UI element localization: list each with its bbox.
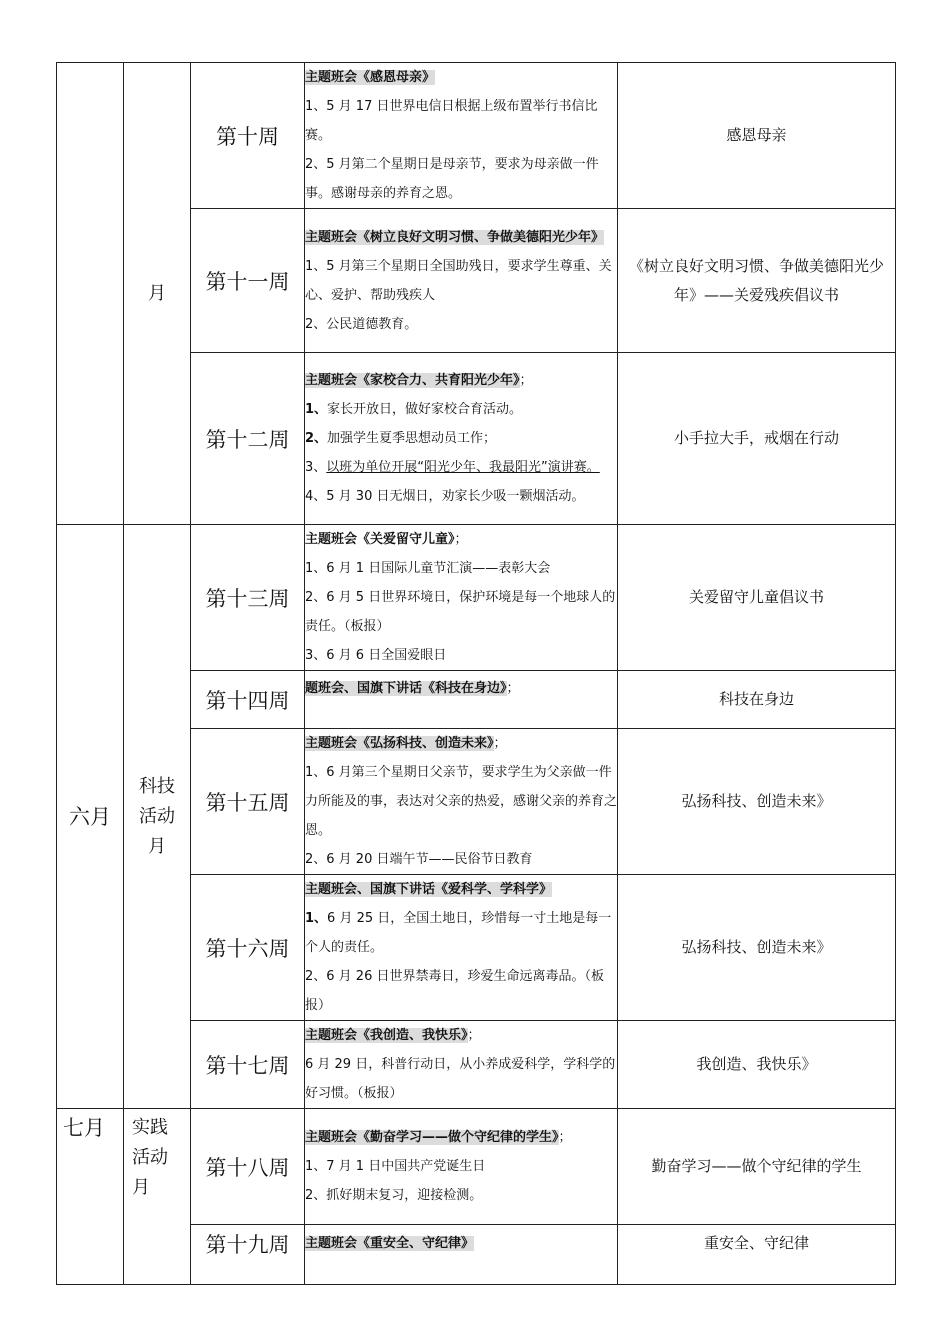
content-cell — [305, 1021, 618, 1109]
class-meeting-title: 主题班会《勤奋学习——做个守纪律的学生》 — [305, 1130, 559, 1145]
content-cell — [305, 353, 618, 525]
month-theme-label: 月 — [148, 282, 166, 304]
content-cell — [305, 729, 618, 875]
week-cell: 第十五周 — [191, 729, 305, 875]
line-number: 1、 — [305, 911, 328, 926]
content-line: 2、5 月第二个星期日是母亲节，要求为母亲做一件事。感谢母亲的养育之恩。 — [305, 157, 599, 201]
week-cell: 第十二周 — [191, 353, 305, 525]
class-meeting-title: 主题班会《我创造、我快乐》 — [305, 1028, 468, 1043]
class-meeting-title: 主题班会《关爱留守儿童》 — [305, 532, 455, 547]
content-line: 2、抓好期末复习，迎接检测。 — [305, 1188, 483, 1203]
week-cell: 第十九周 — [191, 1225, 305, 1285]
class-meeting-title: 主题班会《家校合力、共育阳光少年》 — [305, 373, 520, 388]
title-suffix: ； — [558, 1130, 572, 1145]
content-line: 以班为单位开展“阳光少年、我最阳光”演讲赛。 — [326, 460, 600, 475]
class-meeting-title: 主题班会、国旗下讲话《爱科学、学科学》 — [305, 882, 553, 897]
month-theme-july — [124, 1109, 191, 1285]
content-cell — [305, 1109, 618, 1225]
schedule-table — [56, 62, 896, 1285]
content-line: 1、5 月 17 日世界电信日根据上级布置举行书信比赛。 — [305, 99, 598, 143]
content-cell — [305, 875, 618, 1021]
week-cell: 第十周 — [191, 63, 305, 209]
content-line: 家长开放日，做好家校合育活动。 — [327, 402, 523, 417]
resource-cell: 关爱留守儿童倡议书 — [618, 525, 896, 671]
resource-cell: 科技在身边 — [618, 671, 896, 729]
resource-cell: 我创造、我快乐》 — [618, 1021, 896, 1109]
content-line: 6 月 25 日，全国土地日，珍惜每一寸土地是每一个人的责任。 — [305, 911, 612, 955]
content-line: 加强学生夏季思想动员工作； — [327, 431, 497, 446]
content-line: 4、5 月 30 日无烟日，劝家长少吸一颗烟活动。 — [305, 489, 585, 504]
resource-cell: 弘扬科技、创造未来》 — [618, 875, 896, 1021]
week-cell: 第十三周 — [191, 525, 305, 671]
week-cell: 第十八周 — [191, 1109, 305, 1225]
content-line: 1、5 月第三个星期日全国助残日，要求学生尊重、关心、爱护、帮助残疾人 — [305, 258, 612, 303]
content-line: 1、6 月 1 日国际儿童节汇演——表彰大会 — [305, 561, 551, 576]
content-line: 2、6 月 5 日世界环境日，保护环境是每一个地球人的责任。（板报） — [305, 590, 616, 634]
week-cell: 第十一周 — [191, 209, 305, 353]
title-suffix: ； — [493, 736, 507, 751]
content-cell — [305, 209, 618, 353]
month-theme-may — [124, 63, 191, 525]
line-number: 2、 — [305, 431, 328, 446]
class-meeting-title: 主题班会《树立良好文明习惯、争做美德阳光少年》 — [305, 229, 605, 245]
content-line: 2、公民道德教育。 — [305, 316, 418, 332]
line-number: 1、 — [305, 402, 328, 417]
resource-cell: 感恩母亲 — [618, 63, 896, 209]
title-suffix: ； — [506, 681, 520, 696]
table-row — [57, 1109, 896, 1225]
week-cell: 第十四周 — [191, 671, 305, 729]
class-meeting-title: 题班会、国旗下讲话《科技在身边》 — [305, 681, 507, 696]
class-meeting-title: 主题班会《感恩母亲》 — [305, 70, 436, 85]
class-meeting-title: 主题班会《弘扬科技、创造未来》 — [305, 736, 494, 751]
content-line: 2、6 月 20 日端午节——民俗节日教育 — [305, 852, 533, 867]
class-meeting-title: 主题班会《重安全、守纪律》 — [305, 1236, 475, 1251]
content-cell — [305, 671, 618, 729]
content-cell — [305, 63, 618, 209]
title-suffix: ； — [454, 532, 468, 547]
content-line: 6 月 29 日，科普行动日，从小养成爱科学，学科学的好习惯。（板报） — [305, 1057, 616, 1101]
resource-cell: 弘扬科技、创造未来》 — [618, 729, 896, 875]
resource-cell: 重安全、守纪律 — [618, 1225, 896, 1285]
month-cell-may — [57, 63, 124, 525]
resource-cell: 小手拉大手，戒烟在行动 — [618, 353, 896, 525]
content-cell — [305, 1225, 618, 1285]
content-line: 1、7 月 1 日中国共产党诞生日 — [305, 1159, 486, 1174]
resource-cell: 《树立良好文明习惯、争做美德阳光少年》——关爱残疾倡议书 — [618, 209, 896, 353]
content-line: 2、6 月 26 日世界禁毒日，珍爱生命远离毒品。（板报） — [305, 969, 604, 1013]
title-suffix: ； — [467, 1028, 481, 1043]
table-row — [57, 63, 896, 209]
week-cell: 第十六周 — [191, 875, 305, 1021]
title-suffix: ； — [519, 373, 533, 388]
month-theme-june — [124, 525, 191, 1109]
line-number: 3、 — [305, 460, 327, 475]
table-row — [57, 525, 896, 671]
resource-cell: 勤奋学习——做个守纪律的学生 — [618, 1109, 896, 1225]
content-line: 3、6 月 6 日全国爱眼日 — [305, 648, 447, 663]
month-theme-label: 科技活动月 — [139, 775, 175, 857]
month-theme-label: 实践活动月 — [132, 1117, 168, 1198]
week-cell: 第十七周 — [191, 1021, 305, 1109]
month-cell-june: 六月 — [57, 525, 124, 1109]
month-cell-july: 七月 — [57, 1109, 124, 1285]
content-line: 1、6 月第三个星期日父亲节，要求学生为父亲做一件力所能及的事，表达对父亲的热爱，感谢父亲的养育之恩。 — [305, 765, 618, 838]
content-cell — [305, 525, 618, 671]
